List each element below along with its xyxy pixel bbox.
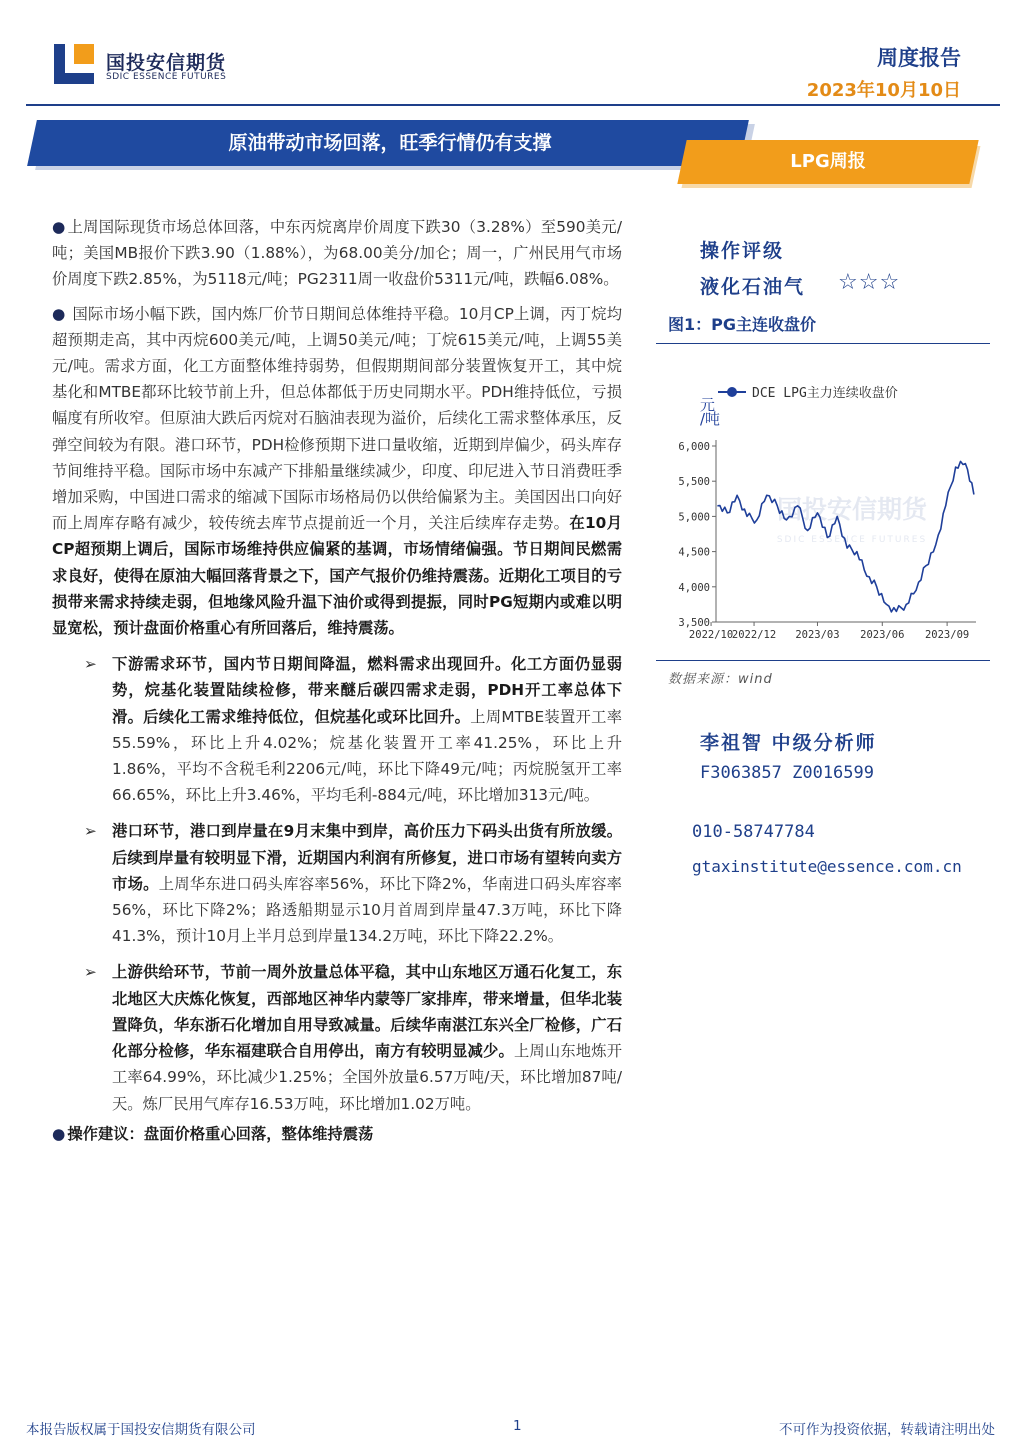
x-tick-label: 2022/10 [688,629,734,641]
y-tick-label: 6,000 [678,441,710,453]
analysis-paragraph: ● 国际市场小幅下跌，国内炼厂价节日期间总体维持平稳。10月CP上调，丙丁烷均超预期走高，其中丙烷600美元/吨，上调50美元/吨；丁烷615美元/吨，上调55美元/吨。需求方面，化工方面整体维持弱势，但假期期间部分装置恢复开工，其中烷基化和MTBE都环比较节前上升，但总体都低于历史同期水平。PDH维持低位，亏损幅度有所收窄。但原油大跌后丙烷对石脑油表现为溢价，后续化工需求整体承压，反弹空间较为有限。港口环节，PDH检修预期下进口量收缩，近期到岸偏少，码头库存节间维持平稳。国际市场中东减产下排船量继续减少，印度、印尼进入节日消费旺季增加采购，中国进口需求的缩减下国际市场格局仍以供给偏紧为主。美国因出口向好而上周库存略有减少，较传统去库节点提前近一个月，关注后续库存走势。在10月CP超预期上调后，国际市场维持供应偏紧的基调，市场情绪偏强。节日期间民燃需求良好，使得在原油大幅回落背景之下，国产气报价仍维持震荡。近期化工项目的亏损带来需求持续走弱，但地缘风险升温下油价或得到提振，同时PG短期内或难以明显宽松，预计盘面价格重心有所回落后，维持震荡。 [52,304,622,638]
source-divider [656,660,990,661]
brand-name-cn: 国投安信期货 [106,52,227,74]
price-chart [656,370,990,656]
y-tick-label: 4,000 [678,581,710,594]
x-tick-label: 2022/12 [731,629,777,641]
data-source: 数据来源：wind [668,672,773,687]
x-tick-label: 2023/09 [924,629,970,641]
upstream-supply-item: ➢ 上游供给环节，节前一周外放量总体平稳，其中山东地区万通石化复工，东北地区大庆炼化恢复，西部地区神华内蒙等厂家排库，带来增量，但华北装置降负，华东浙石化增加自用导致减量。后续华南湛江东兴全厂检修，广石化部分检修，华东福建联合自用停出，南方有较明显减少。上周山东地炼开工率64.99%，环比减少1.25%；全国外放量6.57万吨/天，环比增加87吨/天。炼厂民用气库存16.53万吨，环比增加1.02万吨。 [84,959,622,1116]
report-category-tag: LPG周报 [790,151,866,172]
legend-marker [727,387,737,397]
y-tick-label: 5,000 [678,511,710,524]
report-headline: 原油带动市场回落，旺季行情仍有支撑 [228,132,552,154]
y-tick-label: 3,500 [678,617,710,629]
x-tick-label: 2023/03 [795,629,840,641]
bullet-icon: ● [52,304,66,323]
footer-disclaimer: 不可作为投资依据，转载请注明出处 [779,1422,995,1438]
y-axis-label-line2: /吨 [700,410,721,428]
port-item: ➢ 港口环节，港口到岸量在9月末集中到岸，高价压力下码头出货有所放缓。后续到岸量有较明显下滑，近期国内利润有所修复，进口市场有望转向卖方市场。上周华东进口码头库容率56%，环比下降2%，华南进口码头库容率56%，环比下降2%；路透船期显示10月首周到岸量47.3万吨，环比下降41.3%，预计10月上半月总到岸量134.2万吨，环比下降22.2%。 [84,818,622,949]
operation-advice: ● 操作建议：盘面价格重心回落，整体维持震荡 [52,1124,374,1143]
arrow-bullet-icon: ➢ [84,655,97,674]
bullet-icon: ● [52,1124,66,1143]
y-tick-label: 4,500 [678,546,710,559]
brand-name-en: SDIC ESSENCE FUTURES [106,72,227,82]
rating-stars-icon: ☆☆☆ [838,270,901,295]
arrow-bullet-icon: ➢ [84,822,97,841]
report-body [52,214,622,1155]
rating-product: 液化石油气 [700,276,806,298]
watermark-subtext: SDIC ESSENCE FUTURES [776,535,928,545]
downstream-demand-item: ➢ 下游需求环节，国内节日期间降温，燃料需求出现回升。化工方面仍显弱势，烷基化装置陆续检修，带来醚后碳四需求走弱，PDH开工率总体下滑。后续化工需求维持低位，但烷基化或环比回升。上周MTBE装置开工率55.59%，环比上升4.02%；烷基化装置开工率41.25%，环比上升1.86%，平均不含税毛利2206元/吨，环比下降49元/吨；丙烷脱氢开工率66.65%，环比上升3.46%，平均毛利-884元/吨，环比增加313元/吨。 [84,651,622,808]
figure-divider [656,343,990,344]
y-tick-label: 5,500 [678,476,710,489]
y-axis-label-line1: 元 [700,396,716,414]
arrow-bullet-icon: ➢ [84,963,97,982]
legend-label: DCE LPG主力连续收盘价 [752,386,898,401]
contact-email[interactable]: gtaxinstitute@essence.com.cn [692,857,962,876]
rating-label: 操作评级 [700,240,785,262]
analyst-license: F3063857 Z0016599 [700,763,874,783]
report-type: 周度报告 [877,46,961,70]
header-divider [26,104,1000,106]
watermark-text: 国投安信期货 [776,495,928,524]
page-number: 1 [513,1418,522,1434]
analyst-name: 李祖智 中级分析师 [700,732,877,754]
company-logo [54,44,94,84]
contact-phone: 010-58747784 [692,822,815,842]
bullet-icon: ● [52,218,66,236]
report-date: 2023年10月10日 [806,80,961,101]
figure-caption: 图1：PG主连收盘价 [668,315,816,334]
footer-copyright: 本报告版权属于国投安信期货有限公司 [26,1422,256,1438]
summary-paragraph: ● 上周国际现货市场总体回落，中东丙烷离岸价周度下跌30（3.28%）至590美元/吨；美国MB报价下跌3.90（1.88%），为68.00美分/加仑；周一，广州民用气市场价周度下跌2.85%，为5118元/吨；PG2311周一收盘价5311元/吨，跌幅6.08%。 [52,218,622,289]
x-tick-label: 2023/06 [860,629,905,641]
